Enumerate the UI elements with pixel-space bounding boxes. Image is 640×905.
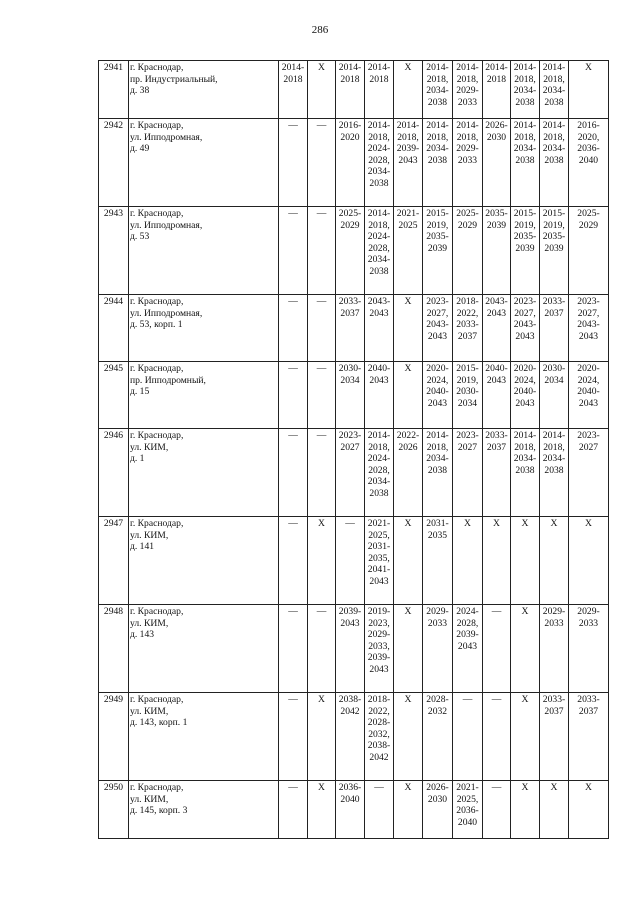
period-cell: 2018- 2022, 2028- 2032, 2038- 2042 bbox=[365, 693, 394, 781]
period-cell: 2033- 2037 bbox=[336, 295, 365, 362]
period-cell: 2023- 2027 bbox=[453, 429, 483, 517]
table-row bbox=[99, 693, 609, 781]
period-cell: — bbox=[336, 517, 365, 605]
address-cell: г. Краснодар, ул. КИМ, д. 1 bbox=[129, 429, 279, 517]
period-cell: — bbox=[483, 693, 511, 781]
period-cell: 2033- 2037 bbox=[540, 295, 569, 362]
period-cell: 2024- 2028, 2039- 2043 bbox=[453, 605, 483, 693]
period-cell: 2023- 2027, 2043- 2043 bbox=[569, 295, 609, 362]
period-cell: 2014- 2018, 2034- 2038 bbox=[540, 119, 569, 207]
period-cell: 2019- 2023, 2029- 2033, 2039- 2043 bbox=[365, 605, 394, 693]
period-cell: X bbox=[394, 295, 423, 362]
row-number: 2944 bbox=[99, 295, 129, 362]
period-cell: 2031- 2035 bbox=[423, 517, 453, 605]
period-cell: 2014- 2018 bbox=[336, 61, 365, 119]
row-number: 2948 bbox=[99, 605, 129, 693]
period-cell: 2043- 2043 bbox=[365, 295, 394, 362]
period-cell: 2014- 2018, 2034- 2038 bbox=[423, 429, 453, 517]
period-cell: 2021- 2025, 2031- 2035, 2041- 2043 bbox=[365, 517, 394, 605]
period-cell: 2014- 2018, 2024- 2028, 2034- 2038 bbox=[365, 119, 394, 207]
period-cell: 2021- 2025, 2036- 2040 bbox=[453, 781, 483, 839]
row-number: 2942 bbox=[99, 119, 129, 207]
row-number: 2947 bbox=[99, 517, 129, 605]
period-cell: X bbox=[569, 517, 609, 605]
period-cell: 2014- 2018, 2029- 2033 bbox=[453, 119, 483, 207]
period-cell: X bbox=[511, 517, 540, 605]
period-cell: X bbox=[308, 781, 336, 839]
period-cell: 2021- 2025 bbox=[394, 207, 423, 295]
period-cell: X bbox=[394, 362, 423, 429]
table-row bbox=[99, 295, 609, 362]
period-cell: 2014- 2018, 2034- 2038 bbox=[511, 429, 540, 517]
period-cell: 2014- 2018 bbox=[365, 61, 394, 119]
period-cell: 2015- 2019, 2035- 2039 bbox=[511, 207, 540, 295]
period-cell: — bbox=[279, 781, 308, 839]
period-cell: 2028- 2032 bbox=[423, 693, 453, 781]
period-cell: 2014- 2018, 2034- 2038 bbox=[511, 119, 540, 207]
period-cell: 2014- 2018, 2034- 2038 bbox=[423, 61, 453, 119]
period-cell: 2033- 2037 bbox=[483, 429, 511, 517]
period-cell: — bbox=[308, 207, 336, 295]
period-cell: X bbox=[394, 517, 423, 605]
period-cell: X bbox=[308, 517, 336, 605]
address-cell: г. Краснодар, ул. КИМ, д. 145, корп. 3 bbox=[129, 781, 279, 839]
period-cell: X bbox=[394, 61, 423, 119]
period-cell: 2014- 2018, 2034- 2038 bbox=[540, 61, 569, 119]
period-cell: X bbox=[394, 693, 423, 781]
period-cell: 2014- 2018, 2029- 2033 bbox=[453, 61, 483, 119]
period-cell: 2014- 2018, 2024- 2028, 2034- 2038 bbox=[365, 207, 394, 295]
period-cell: — bbox=[308, 295, 336, 362]
period-cell: X bbox=[511, 605, 540, 693]
period-cell: X bbox=[569, 781, 609, 839]
row-number: 2945 bbox=[99, 362, 129, 429]
period-cell: 2020- 2024, 2040- 2043 bbox=[569, 362, 609, 429]
period-cell: 2026- 2030 bbox=[423, 781, 453, 839]
period-cell: — bbox=[483, 781, 511, 839]
period-cell: — bbox=[308, 119, 336, 207]
period-cell: 2043- 2043 bbox=[483, 295, 511, 362]
period-cell: 2014- 2018, 2024- 2028, 2034- 2038 bbox=[365, 429, 394, 517]
period-cell: — bbox=[308, 429, 336, 517]
row-number: 2943 bbox=[99, 207, 129, 295]
period-cell: 2023- 2027 bbox=[569, 429, 609, 517]
period-cell: X bbox=[540, 517, 569, 605]
period-cell: X bbox=[569, 61, 609, 119]
address-cell: г. Краснодар, пр. Ипподромный, д. 15 bbox=[129, 362, 279, 429]
period-cell: 2026- 2030 bbox=[483, 119, 511, 207]
row-number: 2941 bbox=[99, 61, 129, 119]
period-cell: 2014- 2018 bbox=[483, 61, 511, 119]
repair-schedule-table bbox=[98, 60, 609, 839]
address-cell: г. Краснодар, ул. КИМ, д. 143 bbox=[129, 605, 279, 693]
period-cell: 2025- 2029 bbox=[569, 207, 609, 295]
address-cell: г. Краснодар, пр. Индустриальный, д. 38 bbox=[129, 61, 279, 119]
period-cell: — bbox=[483, 605, 511, 693]
period-cell: X bbox=[394, 781, 423, 839]
table-row bbox=[99, 119, 609, 207]
table-row bbox=[99, 207, 609, 295]
period-cell: X bbox=[511, 693, 540, 781]
period-cell: — bbox=[279, 693, 308, 781]
address-cell: г. Краснодар, ул. Ипподромная, д. 53, корп. 1 bbox=[129, 295, 279, 362]
row-number: 2950 bbox=[99, 781, 129, 839]
period-cell: 2014- 2018, 2034- 2038 bbox=[511, 61, 540, 119]
period-cell: 2025- 2029 bbox=[336, 207, 365, 295]
period-cell: — bbox=[279, 119, 308, 207]
table-body bbox=[99, 61, 609, 839]
period-cell: — bbox=[308, 605, 336, 693]
period-cell: 2014- 2018 bbox=[279, 61, 308, 119]
period-cell: 2022- 2026 bbox=[394, 429, 423, 517]
period-cell: 2033- 2037 bbox=[569, 693, 609, 781]
period-cell: 2039- 2043 bbox=[336, 605, 365, 693]
period-cell: 2029- 2033 bbox=[569, 605, 609, 693]
period-cell: 2025- 2029 bbox=[453, 207, 483, 295]
period-cell: 2014- 2018, 2034- 2038 bbox=[540, 429, 569, 517]
period-cell: 2029- 2033 bbox=[540, 605, 569, 693]
period-cell: 2038- 2042 bbox=[336, 693, 365, 781]
table-row bbox=[99, 429, 609, 517]
address-cell: г. Краснодар, ул. Ипподромная, д. 53 bbox=[129, 207, 279, 295]
period-cell: — bbox=[279, 362, 308, 429]
period-cell: X bbox=[453, 517, 483, 605]
period-cell: X bbox=[511, 781, 540, 839]
period-cell: 2036- 2040 bbox=[336, 781, 365, 839]
period-cell: 2023- 2027, 2043- 2043 bbox=[511, 295, 540, 362]
table-row bbox=[99, 517, 609, 605]
period-cell: 2035- 2039 bbox=[483, 207, 511, 295]
table-row bbox=[99, 362, 609, 429]
period-cell: X bbox=[308, 61, 336, 119]
address-cell: г. Краснодар, ул. КИМ, д. 141 bbox=[129, 517, 279, 605]
period-cell: — bbox=[365, 781, 394, 839]
table-row bbox=[99, 61, 609, 119]
period-cell: — bbox=[279, 517, 308, 605]
period-cell: X bbox=[308, 693, 336, 781]
period-cell: 2015- 2019, 2035- 2039 bbox=[423, 207, 453, 295]
period-cell: 2020- 2024, 2040- 2043 bbox=[511, 362, 540, 429]
period-cell: 2030- 2034 bbox=[540, 362, 569, 429]
period-cell: 2015- 2019, 2030- 2034 bbox=[453, 362, 483, 429]
period-cell: X bbox=[394, 605, 423, 693]
period-cell: 2030- 2034 bbox=[336, 362, 365, 429]
period-cell: 2018- 2022, 2033- 2037 bbox=[453, 295, 483, 362]
row-number: 2946 bbox=[99, 429, 129, 517]
period-cell: 2014- 2018, 2039- 2043 bbox=[394, 119, 423, 207]
row-number: 2949 bbox=[99, 693, 129, 781]
period-cell: 2040- 2043 bbox=[365, 362, 394, 429]
period-cell: 2023- 2027, 2043- 2043 bbox=[423, 295, 453, 362]
period-cell: 2040- 2043 bbox=[483, 362, 511, 429]
period-cell: 2029- 2033 bbox=[423, 605, 453, 693]
period-cell: 2033- 2037 bbox=[540, 693, 569, 781]
address-cell: г. Краснодар, ул. КИМ, д. 143, корп. 1 bbox=[129, 693, 279, 781]
period-cell: X bbox=[483, 517, 511, 605]
period-cell: 2020- 2024, 2040- 2043 bbox=[423, 362, 453, 429]
table-row bbox=[99, 605, 609, 693]
period-cell: — bbox=[279, 207, 308, 295]
period-cell: — bbox=[279, 429, 308, 517]
period-cell: 2016- 2020 bbox=[336, 119, 365, 207]
table-row bbox=[99, 781, 609, 839]
period-cell: — bbox=[279, 605, 308, 693]
period-cell: 2023- 2027 bbox=[336, 429, 365, 517]
period-cell: 2015- 2019, 2035- 2039 bbox=[540, 207, 569, 295]
period-cell: 2014- 2018, 2034- 2038 bbox=[423, 119, 453, 207]
period-cell: — bbox=[279, 295, 308, 362]
page-number: 286 bbox=[311, 24, 329, 36]
period-cell: — bbox=[453, 693, 483, 781]
address-cell: г. Краснодар, ул. Ипподромная, д. 49 bbox=[129, 119, 279, 207]
period-cell: 2016- 2020, 2036- 2040 bbox=[569, 119, 609, 207]
period-cell: — bbox=[308, 362, 336, 429]
period-cell: X bbox=[540, 781, 569, 839]
